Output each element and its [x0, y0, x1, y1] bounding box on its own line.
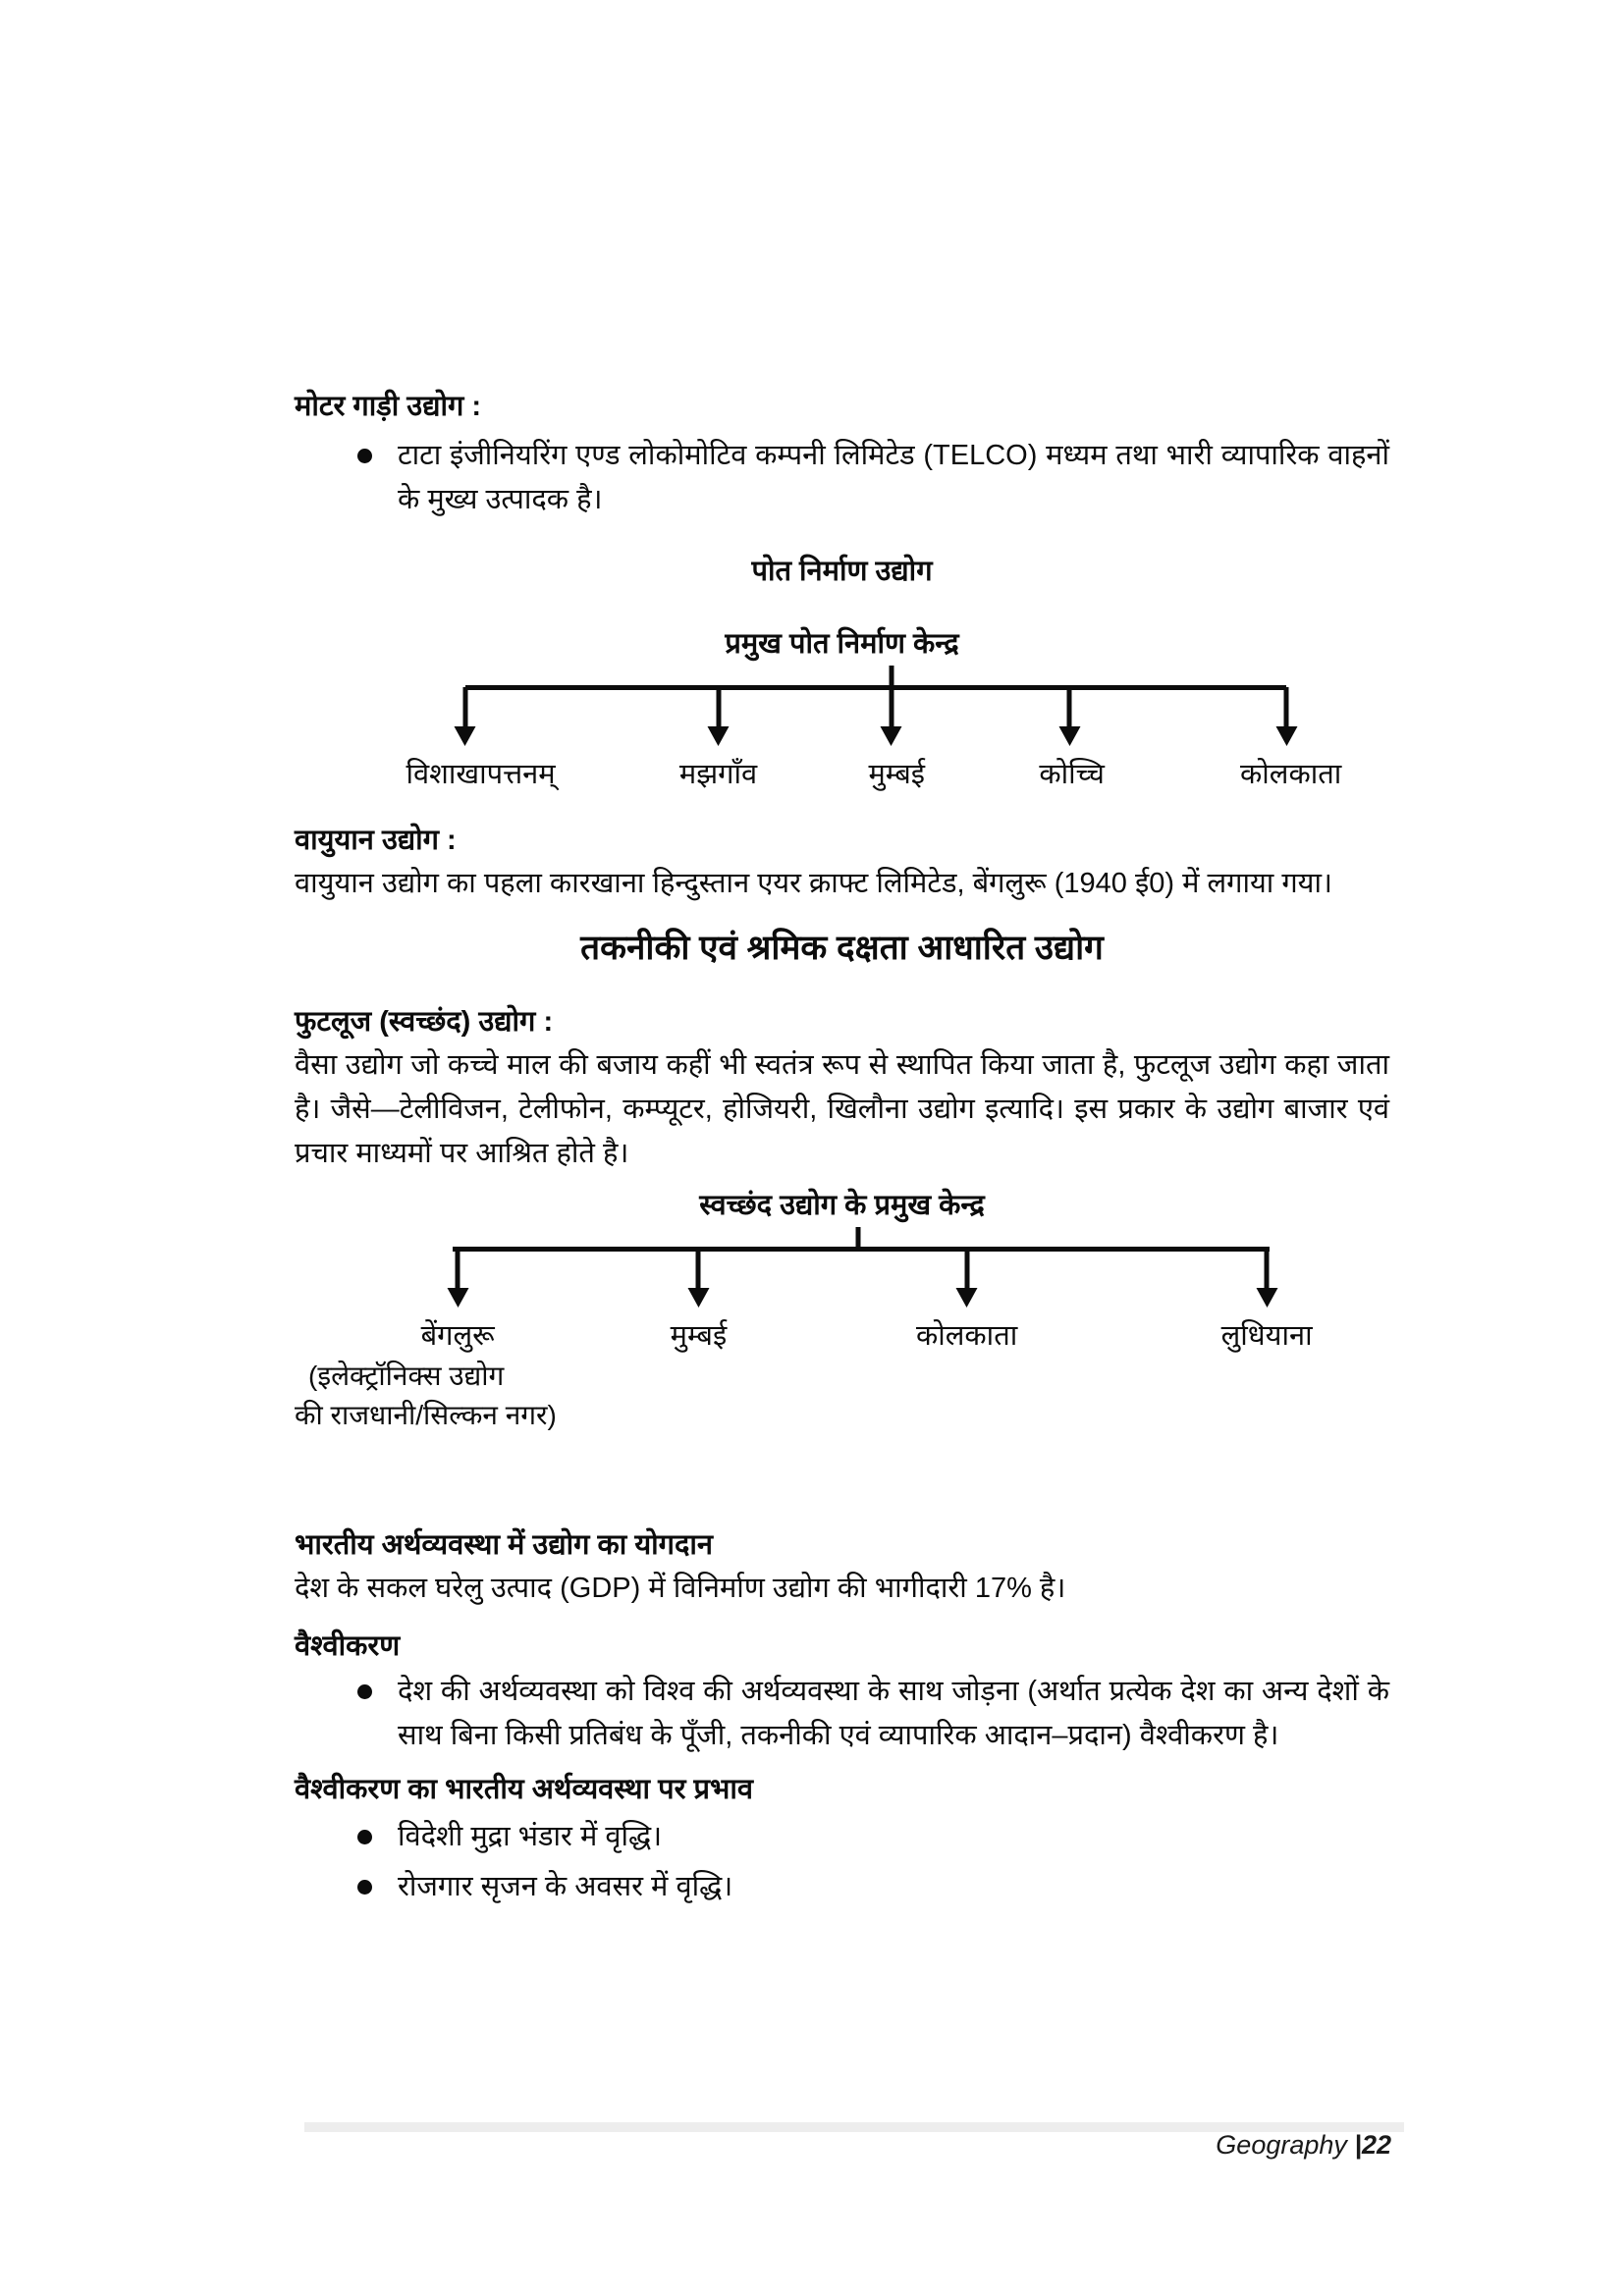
globalization-heading: वैश्वीकरण — [295, 1630, 401, 1662]
footloose-body: वैसा उद्योग जो कच्चे माल की बजाय कहीं भी स्वतंत्र रूप से स्थापित किया जाता है, फुटलूज उद्योग कहा जाता है। जैसे—टेलीविजन, टेलीफोन, कम्प्यूटर, होजियरी, खिलौना उद्योग इत्यादि। इस प्रकार के उद्योग बाजार एवं प्रचार माध्यमों पर आश्रित होते है। — [295, 1049, 1389, 1169]
arrow-down-icon — [696, 1249, 701, 1290]
shipbuilding-title: पोत निर्माण उद्योग — [751, 556, 933, 587]
aircraft-industry-body: वायुयान उद्योग का पहला कारखाना हिन्दुस्तान एयर क्राफ्ट लिमिटेड, बेंगलुरू (1940 ई0) में लगाया गया। — [295, 868, 1333, 899]
tech-skill-section-title: तकनीकी एवं श्रमिक दक्षता आधारित उद्योग — [580, 929, 1104, 967]
leaf-label: बेंगलुरू — [420, 1320, 495, 1352]
connector-stem — [889, 666, 893, 685]
arrow-down-icon — [716, 687, 721, 728]
bengaluru-note-line1: (इलेक्ट्रॉनिक्स उद्योग — [308, 1361, 505, 1391]
shipbuilding-root: प्रमुख पोत निर्माण केन्द्र — [725, 628, 959, 660]
connector-hline — [465, 685, 1286, 690]
globalization-bullet-text: देश की अर्थव्यवस्था को विश्व की अर्थव्यवस्था के साथ जोड़ना (अर्थात प्रत्येक देश का अन्य देशों के साथ बिना किसी प्रतिबंध के पूँजी, तकनीकी एवं व्यापारिक आदान–प्रदान) वैश्वीकरण है। — [398, 1676, 1389, 1751]
leaf-label: विशाखापत्तनम् — [406, 759, 556, 790]
arrow-down-icon — [456, 1249, 460, 1290]
bullet-dot-icon — [357, 449, 372, 463]
leaf-label: मुम्बई — [868, 759, 926, 790]
arrow-down-icon — [964, 1249, 969, 1290]
bullet-dot-icon — [357, 1684, 372, 1699]
connector-stem — [856, 1227, 861, 1247]
arrow-down-icon — [1067, 687, 1072, 728]
shipbuilding-connector — [295, 666, 1389, 748]
contribution-body: देश के सकल घरेलु उत्पाद (GDP) में विनिर्माण उद्योग की भागीदारी 17% है। — [295, 1573, 1066, 1604]
aircraft-industry-heading: वायुयान उद्योग : — [295, 825, 457, 856]
arrow-down-icon — [1265, 1249, 1270, 1290]
impact-bullet-2-text: रोजगार सृजन के अवसर में वृद्धि। — [398, 1871, 733, 1902]
footloose-diagram-root: स्वच्छंद उद्योग के प्रमुख केन्द्र — [699, 1190, 985, 1221]
impact-bullet-1-text: विदेशी मुद्रा भंडार में वृद्धि। — [398, 1821, 663, 1852]
impact-heading: वैश्वीकरण का भारतीय अर्थव्यवस्था पर प्रभाव — [295, 1774, 754, 1805]
leaf-label: मझगाँव — [678, 759, 758, 790]
content-column — [295, 385, 1389, 1909]
footloose-leaves — [295, 1309, 1389, 1457]
motor-industry-bullet-text: टाटा इंजीनियरिंग एण्ड लोकोमोटिव कम्पनी लिमिटेड (TELCO) मध्यम तथा भारी व्यापारिक वाहनों के मुख्य उत्पादक है। — [398, 440, 1389, 515]
impact-bullet-2 — [295, 1865, 1389, 1909]
impact-bullet-1 — [295, 1815, 1389, 1859]
bullet-dot-icon — [357, 1880, 372, 1895]
bengaluru-note — [295, 1357, 557, 1435]
footer-book-name: Geography — [1216, 2130, 1347, 2160]
arrow-down-icon — [1284, 687, 1289, 728]
bengaluru-note-line2: की राजधानी/सिल्कन नगर) — [295, 1400, 557, 1430]
bullet-dot-icon — [357, 1830, 372, 1844]
shipbuilding-leaves — [295, 748, 1389, 801]
footer-page-number: |22 — [1354, 2130, 1391, 2160]
connector-hline — [453, 1247, 1271, 1252]
leaf-label: कोलकाता — [1240, 759, 1342, 790]
leaf-label: कोच्चि — [1039, 759, 1105, 790]
leaf-label: मुम्बई — [670, 1320, 728, 1352]
globalization-bullet — [295, 1670, 1389, 1758]
leaf-label: कोलकाता — [915, 1320, 1018, 1352]
leaf-label: लुधियाना — [1220, 1320, 1313, 1352]
motor-industry-heading: मोटर गाड़ी उद्योग : — [295, 391, 482, 422]
arrow-down-icon — [462, 687, 467, 728]
footloose-connector — [295, 1227, 1389, 1309]
arrow-down-icon — [889, 687, 893, 728]
footer-page-label — [1216, 2130, 1391, 2161]
footloose-heading: फुटलूज (स्वच्छंद) उद्योग : — [295, 1006, 554, 1038]
motor-industry-bullet — [295, 434, 1389, 522]
contribution-heading: भारतीय अर्थव्यवस्था में उद्योग का योगदान — [295, 1529, 713, 1561]
